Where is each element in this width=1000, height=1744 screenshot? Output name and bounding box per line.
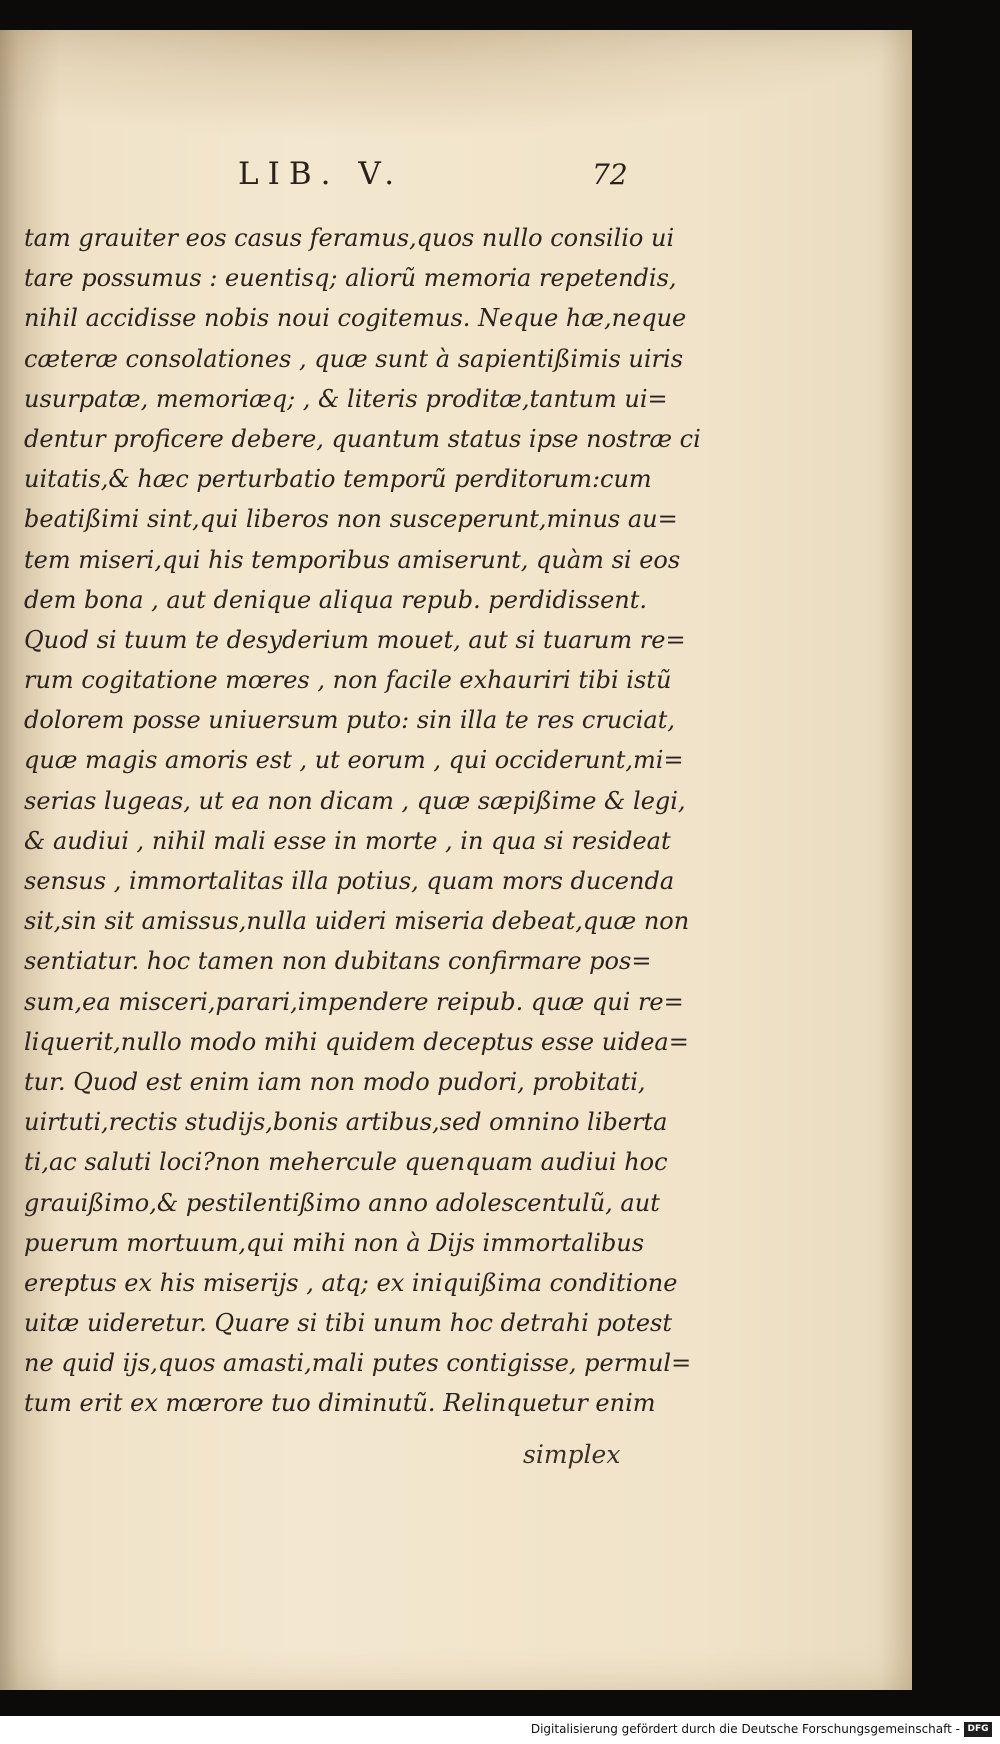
- text-line: & audiui , nihil mali esse in morte , in qua si resideat: [24, 826, 671, 855]
- catchword: simplex: [523, 1440, 621, 1469]
- text-line: puerum mortuum,qui mihi non à Dijs immortalibus: [24, 1228, 645, 1257]
- text-line: sensus , immortalitas illa potius, quam mors ducenda: [24, 867, 675, 895]
- book-page: [0, 30, 912, 1690]
- page-header: [0, 148, 912, 198]
- text-line: rum cogitatione mœres , non facile exhauriri tibi istũ: [24, 666, 672, 695]
- text-line: dentur proficere debere, quantum status ipse nostræ ci: [24, 424, 701, 453]
- text-line: dolorem posse uniuersum puto: sin illa te res cruciat,: [24, 706, 675, 735]
- text-line: liquerit,nullo modo mihi quidem deceptus esse uidea=: [24, 1027, 689, 1056]
- body-text: [24, 218, 701, 1424]
- text-line: ne quid ijs,quos amasti,mali putes contigisse, permul=: [24, 1349, 692, 1378]
- text-line: tare possumus : euentisq; aliorũ memoria repetendis,: [24, 264, 677, 293]
- text-line: ti,ac saluti loci?non mehercule quenquam audiui hoc: [24, 1148, 668, 1177]
- footer-bar: [0, 1716, 1000, 1744]
- text-line: sentiatur. hoc tamen non dubitans confirmare pos=: [24, 947, 652, 976]
- text-line: beatißimi sint,qui liberos non susceperunt,minus au=: [24, 505, 678, 534]
- text-line: uitatis,& hæc perturbatio temporũ perditorum:cum: [24, 465, 652, 494]
- text-line: serias lugeas, ut ea non dicam , quæ sæpißime & legi,: [24, 786, 686, 815]
- text-line: tur. Quod est enim iam non modo pudori, probitati,: [24, 1067, 646, 1096]
- page-number: 72: [592, 158, 628, 191]
- dfg-logo: DFG: [964, 1722, 992, 1737]
- text-line: grauißimo,& pestilentißimo anno adolescentulũ, aut: [24, 1188, 660, 1217]
- text-line: sit,sin sit amissus,nulla uideri miseria debeat,quæ non: [24, 907, 690, 936]
- text-line: uirtuti,rectis studijs,bonis artibus,sed omnino liberta: [24, 1108, 668, 1137]
- text-line: ereptus ex his miserijs , atq; ex iniquißima conditione: [24, 1268, 678, 1297]
- text-line: tum erit ex mœrore tuo diminutũ. Relinquetur enim: [24, 1389, 656, 1418]
- text-line: cæteræ consolationes , quæ sunt à sapientißimis uiris: [24, 344, 684, 373]
- text-line: tem miseri,qui his temporibus amiserunt, quàm si eos: [24, 545, 681, 574]
- text-line: uitæ uideretur. Quare si tibi unum hoc detrahi potest: [24, 1309, 672, 1338]
- text-line: sum,ea misceri,parari,impendere reipub. quæ qui re=: [24, 987, 684, 1016]
- running-head: LIB. V.: [238, 156, 404, 192]
- text-line: Quod si tuum te desyderium mouet, aut si tuarum re=: [24, 625, 686, 654]
- text-line: usurpatæ, memoriæq; , & literis proditæ,tantum ui=: [24, 384, 668, 413]
- footer-credit-text: Digitalisierung gefördert durch die Deutsche Forschungsgemeinschaft -: [530, 1722, 960, 1736]
- text-line: dem bona , aut denique aliqua repub. perdidissent.: [24, 585, 648, 614]
- text-line: quæ magis amoris est , ut eorum , qui occiderunt,mi=: [24, 746, 684, 775]
- text-line: tam grauiter eos casus feramus,quos nullo consilio ui: [24, 224, 675, 252]
- text-line: nihil accidisse nobis noui cogitemus. Neque hæ,neque: [24, 304, 687, 333]
